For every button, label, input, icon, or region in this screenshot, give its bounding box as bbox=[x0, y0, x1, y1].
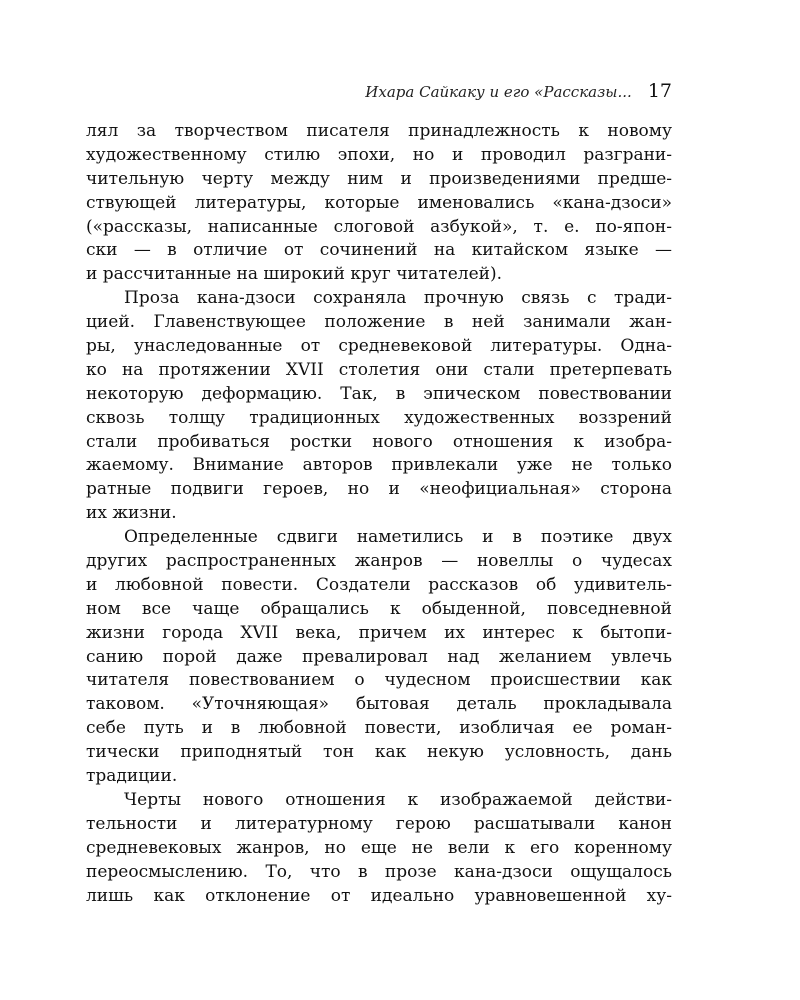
text-line: таковом. «Уточняющая» бытовая деталь прокладывала bbox=[86, 694, 672, 715]
text-line: жизни города XVII века, причем их интерес к бытопи- bbox=[86, 622, 672, 643]
text-line: санию порой даже превалировал над желанием увлечь bbox=[86, 646, 672, 667]
text-line: («рассказы, написанные слоговой азбукой», т. е. по-япон- bbox=[86, 216, 672, 237]
text-line: ратные подвиги героев, но и «неофициальная» сторона bbox=[86, 479, 672, 500]
text-line: ски — в отличие от сочинений на китайском языке — bbox=[86, 240, 672, 261]
page-number: 17 bbox=[647, 80, 672, 102]
text-line: ко на протяжении XVII столетия они стали претерпевать bbox=[86, 359, 672, 380]
text-line: других распространенных жанров — новеллы о чудесах bbox=[86, 551, 672, 572]
body-text bbox=[86, 120, 672, 908]
text-line: лишь как отклонение от идеально уравновешенной ху- bbox=[86, 885, 672, 906]
text-line: ствующей литературы, которые именовались «кана-дзоси» bbox=[86, 192, 672, 213]
text-line: цией. Главенствующее положение в ней занимали жан- bbox=[86, 312, 672, 333]
text-line: художественному стилю эпохи, но и проводил разграни- bbox=[86, 144, 672, 165]
text-line: жаемому. Внимание авторов привлекали уже не только bbox=[86, 455, 672, 476]
text-line: лял за творчеством писателя принадлежность к новому bbox=[86, 121, 672, 141]
text-line: читателя повествованием о чудесном происшествии как bbox=[86, 670, 672, 691]
paragraph-first-line: Черты нового отношения к изображаемой действи- bbox=[124, 789, 672, 810]
text-line: средневековых жанров, но еще не вели к его коренному bbox=[86, 837, 672, 858]
running-head bbox=[86, 80, 672, 106]
running-head-title: Ихара Сайкаку и его «Рассказы... bbox=[365, 83, 632, 101]
text-line: ры, унаследованные от средневековой литературы. Одна- bbox=[86, 336, 672, 357]
text-line: стали пробиваться ростки нового отношения к изобра- bbox=[86, 431, 672, 452]
text-line: некоторую деформацию. Так, в эпическом повествовании bbox=[86, 383, 672, 404]
paragraph-first-line: Определенные сдвиги наметились и в поэтике двух bbox=[124, 527, 672, 548]
text-line: переосмыслению. То, что в прозе кана-дзоси ощущалось bbox=[86, 861, 672, 882]
text-line: ном все чаще обращались к обыденной, повседневной bbox=[86, 598, 672, 619]
text-line: чительную черту между ним и произведениями предше- bbox=[86, 168, 672, 189]
text-line: сквозь толщу традиционных художественных воззрений bbox=[86, 407, 672, 428]
paragraph-first-line: Проза кана-дзоси сохраняла прочную связь с тради- bbox=[124, 288, 672, 309]
text-line: и рассчитанные на широкий круг читателей). bbox=[86, 264, 502, 285]
text-line: тически приподнятый тон как некую условность, дань bbox=[86, 742, 672, 763]
text-line: себе путь и в любовной повести, изобличая ее роман- bbox=[86, 718, 672, 739]
text-line: традиции. bbox=[86, 766, 178, 787]
text-line: тельности и литературному герою расшатывали канон bbox=[86, 813, 672, 834]
text-line: их жизни. bbox=[86, 503, 177, 524]
text-line: и любовной повести. Создатели рассказов об удивитель- bbox=[86, 574, 672, 595]
